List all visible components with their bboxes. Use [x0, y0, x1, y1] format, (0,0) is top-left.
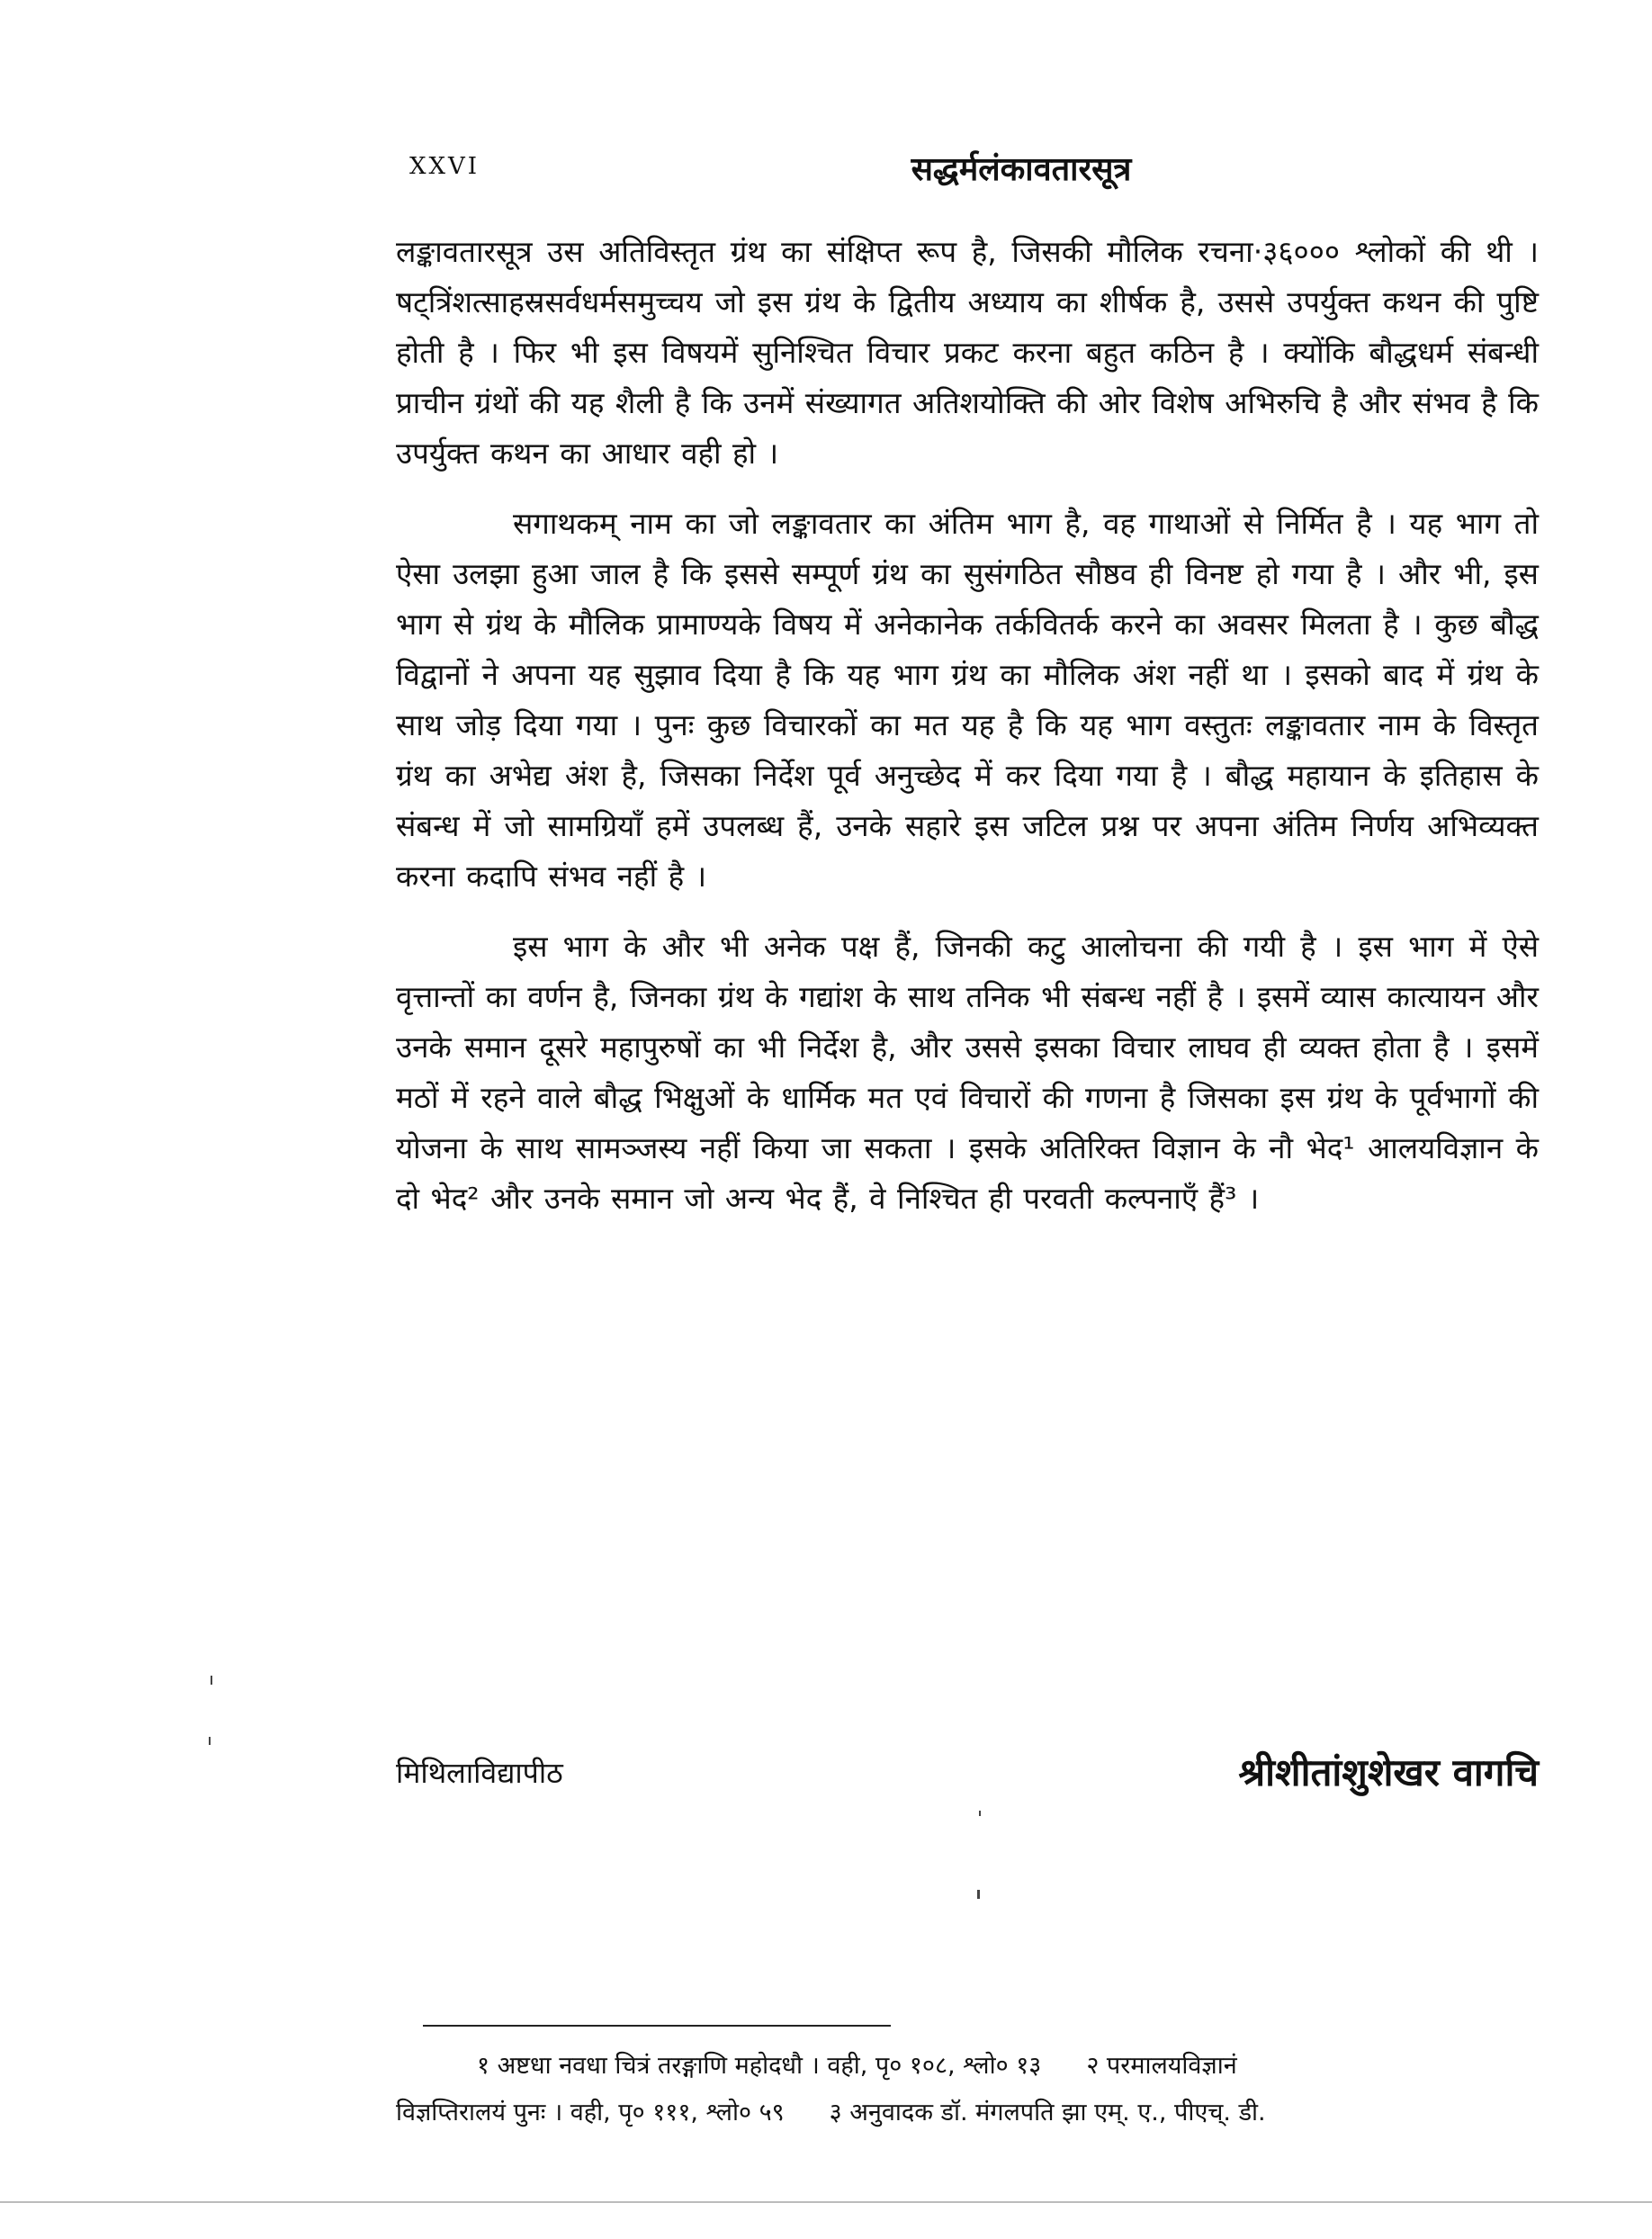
signature-place: मिथिलाविद्यापीठ	[396, 1756, 563, 1790]
scan-speck	[209, 1737, 211, 1745]
footnote-1: १ अष्टधा नवधा चित्रं तरङ्गाणि महोदधौ । वही, पृ० १०८, श्लो० १३	[477, 2052, 1042, 2080]
footnote-line-2	[396, 2090, 1539, 2136]
scan-speck	[211, 1676, 212, 1685]
footnote-divider	[423, 2025, 891, 2027]
signature-block	[396, 1746, 1539, 1809]
running-title: सद्धर्मलंकावतारसूत्र	[911, 151, 1132, 188]
paragraph-3: इस भाग के और भी अनेक पक्ष हैं, जिनकी कटु आलोचना की गयी है । इस भाग में ऐसे वृत्तान्तों का वर्णन है, जिनका ग्रंथ के गद्यांश के साथ तनिक भी संबन्ध नहीं है । इसमें व्यास कात्यायन और उनके समान दूसरे महापुरुषों का भी निर्देश है, और उससे इसका विचार लाघव ही व्यक्त होता है । इसमें मठों में रहने वाले बौद्ध भिक्षुओं के धार्मिक मत एवं विचारों की गणना है जिसका इस ग्रंथ के पूर्वभागों की योजना के साथ सामञ्जस्य नहीं किया जा सकता । इसके अतिरिक्त विज्ञान के नौ भेद¹ आलयविज्ञान के दो भेद² और उनके समान जो अन्य भेद हैं, वे निश्चित ही परवती कल्पनाएँ हैं³ ।	[396, 929, 1539, 1216]
footnote-2-end: विज्ञप्तिरालयं पुनः । वही, पृ० १११, श्लो० ५९	[396, 2099, 785, 2127]
scan-speck	[977, 1890, 980, 1899]
scan-speck	[979, 1811, 981, 1816]
page-number: XXVI	[409, 153, 480, 180]
body-text	[396, 227, 1539, 1224]
footnote-3: ३ अनुवादक डॉ. मंगलपति झा एम्. ए., पीएच्. डी.	[829, 2099, 1266, 2127]
paragraph-2: सगाथकम् नाम का जो लङ्कावतार का अंतिम भाग है, वह गाथाओं से निर्मित है । यह भाग तो ऐसा उलझा हुआ जाल है कि इससे सम्पूर्ण ग्रंथ का सुसंगठित सौष्ठव ही विनष्ट हो गया है । और भी, इस भाग से ग्रंथ के मौलिक प्रामाण्यके विषय में अनेकानेक तर्कवितर्क करने का अवसर मिलता है । कुछ बौद्ध विद्वानों ने अपना यह सुझाव दिया है कि यह भाग ग्रंथ का मौलिक अंश नहीं था । इसको बाद में ग्रंथ के साथ जोड़ दिया गया । पुनः कुछ विचारकों का मत यह है कि यह भाग वस्तुतः लङ्कावतार नाम के विस्तृत ग्रंथ का अभेद्य अंश है, जिसका निर्देश पूर्व अनुच्छेद में कर दिया गया है । बौद्ध महायान के इतिहास के संबन्ध में जो सामग्रियाँ हमें उपलब्ध हैं, उनके सहारे इस जटिल प्रश्न पर अपना अंतिम निर्णय अभिव्यक्त करना कदापि संभव नहीं है ।	[396, 506, 1539, 894]
footnote-line-1	[396, 2043, 1539, 2090]
page-header	[409, 146, 1543, 200]
signature-name: श्रीशीतांशुशेखर वागचि	[1238, 1750, 1539, 1794]
paragraph-1: लङ्कावतारसूत्र उस अतिविस्तृत ग्रंथ का संक्षिप्त रूप है, जिसकी मौलिक रचना·३६००० श्लोकों की थी । षट्त्रिंशत्साहस्रसर्वधर्मसमुच्चय जो इस ग्रंथ के द्वितीय अध्याय का शीर्षक है, उससे उपर्युक्त कथन की पुष्टि होती है । फिर भी इस विषयमें सुनिश्चित विचार प्रकट करना बहुत कठिन है । क्योंकि बौद्धधर्म संबन्धी प्राचीन ग्रंथों की यह शैली है कि उनमें संख्यागत अतिशयोक्ति की ओर विशेष अभिरुचि है और संभव है कि उपर्युक्त कथन का आधार वही हो ।	[396, 234, 1539, 471]
footnotes	[396, 2043, 1539, 2136]
scan-bottom-edge	[0, 2201, 1652, 2203]
footnote-2-start: २ परमालयविज्ञानं	[1086, 2052, 1237, 2080]
